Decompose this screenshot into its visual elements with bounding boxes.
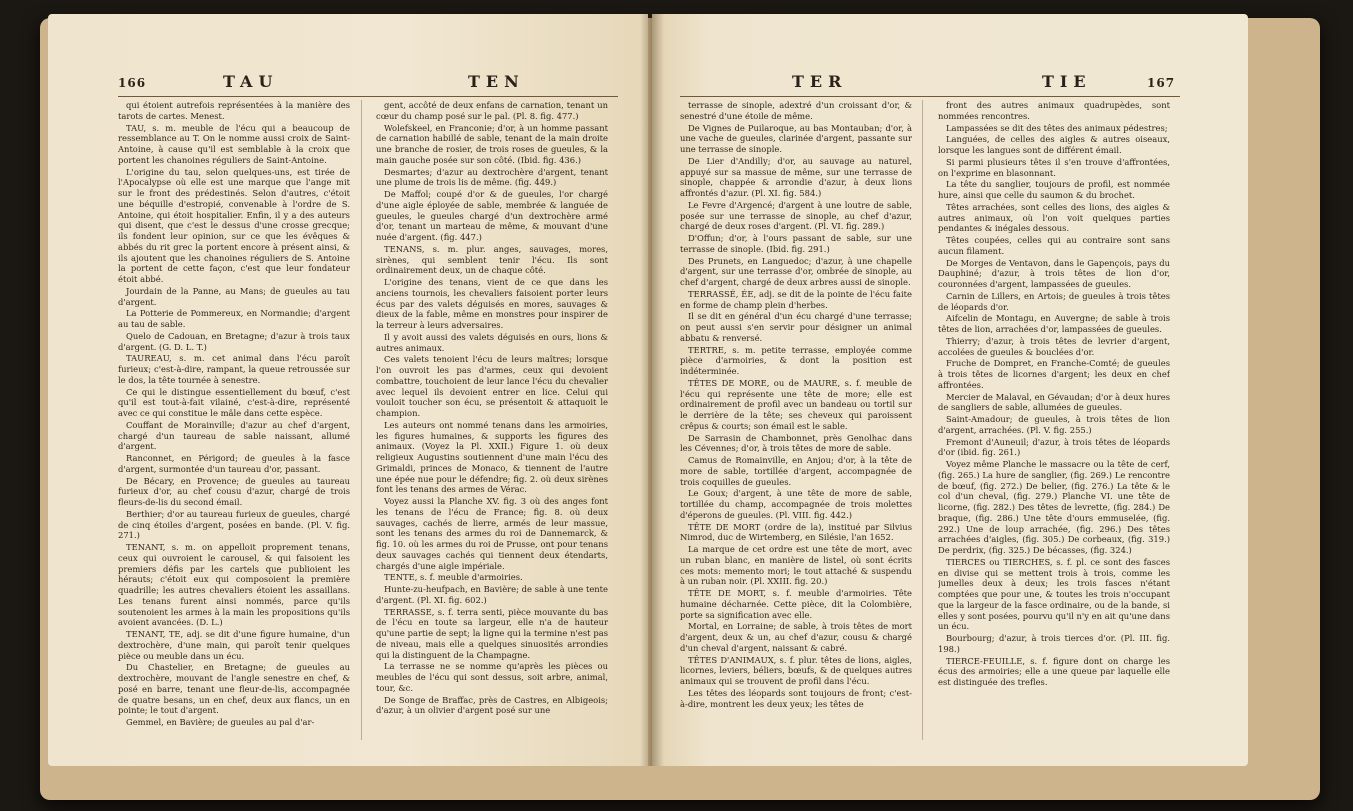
paragraph: Languées, de celles des aigles & autres oiseaux, lorsque les langues sont de différent émail. bbox=[938, 134, 1170, 155]
paragraph: La marque de cet ordre est une tête de mort, avec un ruban blanc, en manière de listel, où sont écrits ces mots: memento mori; le tout attaché & suspendu à un ruban noir. (Pl. XXIII. fig. 20.) bbox=[680, 544, 912, 587]
paragraph: TENANT, TE, adj. se dit d'une figure humaine, d'un dextrochère, d'une main, qui paroît tenir quelques pièce ou meuble dans un écu. bbox=[118, 629, 350, 661]
paragraph: Ce qui le distingue essentiellement du bœuf, c'est qu'il est tout-à-fait vilainé, c'est-à-dire, représenté avec ce qui constitue le mâle dans cette espèce. bbox=[118, 386, 350, 418]
paragraph: Voyez aussi la Planche XV. fig. 3 où des anges font les tenans de l'écu de France; fig. 8. où deux sauvages, cachés de lierre, armés de leur massue, sont les tenans des armes du roi de Dannemarck, & fig. 10. où les armes du roi de Prusse, ont pour tenans deux sauvages cachés qui tiennent deux étendarts, chargés d'une aigle impériale. bbox=[376, 496, 608, 571]
paragraph: TIERCE-FEUILLE, s. f. figure dont on charge les écus des armoiries; elle a une queue par laquelle elle est distinguée des trefles. bbox=[938, 655, 1170, 687]
paragraph: TÊTE DE MORT (ordre de la), institué par Silvius Nimrod, duc de Wirtemberg, en Silésie, l'an 1652. bbox=[680, 521, 912, 543]
paragraph: TERTRE, s. m. petite terrasse, employée comme pièce d'armoiries, & dont la position est indéterminée. bbox=[680, 344, 912, 376]
paragraph: Si parmi plusieurs têtes il s'en trouve d'affrontées, on l'exprime en blasonnant. bbox=[938, 156, 1170, 178]
paragraph: Le Goux; d'argent, à une tête de more de sable, tortillée du champ, accompagnée de trois molettes d'éperons de gueules. (Pl. VIII. fig. 442.) bbox=[680, 488, 912, 520]
paragraph: De Lier d'Andilly; d'or, au sauvage au naturel, appuyé sur sa massue de même, sur une terrasse de sinople, chappée & arrondie d'azur, à deux lions affrontés d'azur. (Pl. XI. fig. 584.) bbox=[680, 155, 912, 198]
right-head-word-1: TER bbox=[792, 72, 848, 91]
left-column-1 bbox=[118, 100, 350, 745]
paragraph: Camus de Romainville, en Anjou; d'or, à la tête de more de sable, tortillée d'argent, accompagnée de trois coquilles de gueules. bbox=[680, 455, 912, 487]
paragraph: TÊTE DE MORT, s. f. meuble d'armoiries. Tête humaine décharnée. Cette pièce, dit la Colombière, porte sa signification avec elle. bbox=[680, 588, 912, 620]
paragraph: Desmartes; d'azur au dextrochère d'argent, tenant une plume de trois lis de même. (fig. 449.) bbox=[376, 166, 608, 188]
left-page-number: 166 bbox=[118, 76, 147, 90]
paragraph: TERRASSÉ, ÉE, adj. se dit de la pointe de l'écu faite en forme de champ plein d'herbes. bbox=[680, 288, 912, 310]
paragraph: La terrasse ne se nomme qu'après les pièces ou meubles de l'écu qui sont dessus, soit arbre, animal, tour, &c. bbox=[376, 661, 608, 693]
paragraph: TÊTES DE MORE, ou de MAURE, s. f. meuble de l'écu qui représente une tête de more; elle est ordinairement de profil avec un bandeau ou tortil sur le derrière de la tête; ses cheveux qui paroissent crêpus & courts; son émail est le sable. bbox=[680, 377, 912, 431]
paragraph: Voyez même Planche le massacre ou la tête de cerf, (fig. 265.) La hure de sanglier, (fig. 269.) Le rencontre de bœuf, (fig. 272.) De belier, (fig. 276.) La tête & le col d'un cheval, (fig. 279.) Planche VI. une tête de licorne, (fig. 282.) Des têtes de levrette, (fig. 284.) De braque, (fig. 286.) Une tête d'ours emmuselée, (fig. 292.) Une de loup arrachée, (fig. 296.) Des têtes arrachées d'aigles, (fig. 305.) De corbeaux, (fig. 319.) De perdrix, (fig. 325.) De bécasses, (fig. 324.) bbox=[938, 459, 1170, 555]
paragraph: La Potterie de Pommereux, en Normandie; d'argent au tau de sable. bbox=[118, 308, 350, 329]
paragraph: Thierry; d'azur, à trois têtes de levrier d'argent, accolées de gueules & bouclées d'or. bbox=[938, 335, 1170, 357]
paragraph: De Morges de Ventavon, dans le Gapençois, pays du Dauphiné; d'azur, à trois têtes de lion d'or, couronnées d'argent, lampassées de gueules. bbox=[938, 257, 1170, 289]
paragraph: Fruche de Dompret, en Franche-Comté; de gueules à trois têtes de licornes d'argent; les deux en chef affrontées. bbox=[938, 358, 1170, 390]
paragraph: TÊTES D'ANIMAUX, s. f. plur. têtes de lions, aigles, licornes, leviers, béliers, bœufs, & de quelques autres animaux qui se trouvent de profil dans l'écu. bbox=[680, 654, 912, 686]
paragraph: Berthier; d'or au taureau furieux de gueules, chargé de cinq étoiles d'argent, posées en bande. (Pl. V. fig. 271.) bbox=[118, 508, 350, 541]
paragraph: Mercier de Malaval, en Gévaudan; d'or à deux hures de sangliers de sable, allumées de gueules. bbox=[938, 391, 1170, 413]
paragraph: Ces valets tenoient l'écu de leurs maîtres; lorsque l'on ouvroit les pas d'armes, ceux qui devoient combattre, touchoient de leur lance l'écu du chevalier avec lequel ils devoient entrer en lice. Celui qui vouloit toucher son écu, se présentoit & attaquoit le champion. bbox=[376, 354, 608, 418]
paragraph: Fremont d'Auneuil; d'azur, à trois têtes de léopards d'or (ibid. fig. 261.) bbox=[938, 436, 1170, 458]
paragraph: Hunte-zu-heufpach, en Bavière; de sable à une tente d'argent. (Pl. XI. fig. 602.) bbox=[376, 584, 608, 605]
paragraph: Du Chastelier, en Bretagne; de gueules au dextrochère, mouvant de l'angle senestre en chef, & posé en barre, tenant une fleur-de-lis, accompagnée de quatre besans, un en chef, deux aux flancs, un en pointe; le tout d'argent. bbox=[118, 662, 350, 716]
right-column-2 bbox=[938, 100, 1170, 745]
paragraph: Têtes arrachées, sont celles des lions, des aigles & autres animaux, où l'on voit quelques parties pendantes & inégales dessous. bbox=[938, 201, 1170, 234]
right-header-rule bbox=[680, 96, 1180, 97]
paragraph: Le Fevre d'Argencé; d'argent à une loutre de sable, posée sur une terrasse de sinople, au chef d'azur, chargé de deux roses d'argent. (Pl. VI. fig. 289.) bbox=[680, 199, 912, 232]
paragraph: Saint-Amadour; de gueules, à trois têtes de lion d'argent, arrachées. (Pl. V. fig. 255.) bbox=[938, 414, 1170, 435]
paragraph: TENANS, s. m. plur. anges, sauvages, mores, sirènes, qui semblent tenir l'écu. Ils sont ordinairement deux, un de chaque côté. bbox=[376, 243, 608, 276]
paragraph: De Songe de Braffac, près de Castres, en Albigeois; d'azur, à un olivier d'argent posé sur une bbox=[376, 694, 608, 716]
paragraph: front des autres animaux quadrupèdes, sont nommées rencontres. bbox=[938, 100, 1170, 121]
paragraph: Têtes coupées, celles qui au contraire sont sans aucun filament. bbox=[938, 235, 1170, 256]
paragraph: D'Offun; d'or, à l'ours passant de sable, sur une terrasse de sinople. (Ibid. fig. 291.) bbox=[680, 233, 912, 254]
right-running-head bbox=[652, 72, 1248, 96]
paragraph: gent, accôté de deux enfans de carnation, tenant un cœur du champ posé sur le pal. (Pl. 8. fig. 477.) bbox=[376, 100, 608, 121]
left-header-rule bbox=[118, 96, 618, 97]
paragraph: Wolefskeel, en Franconie; d'or, à un homme passant de carnation habillé de sable, tenant de la main droite une branche de rosier, de trois roses de gueules, & la main gauche posée sur son côté. (Ibid. fig. 436.) bbox=[376, 122, 608, 165]
paragraph: Ranconnet, en Périgord; de gueules à la fasce d'argent, surmontée d'un taureau d'or, passant. bbox=[118, 453, 350, 474]
book-gutter bbox=[640, 14, 664, 766]
paragraph: Carnin de Lillers, en Artois; de gueules à trois têtes de léopards d'or. bbox=[938, 290, 1170, 312]
right-page-number: 167 bbox=[1147, 76, 1176, 90]
paragraph: Les auteurs ont nommé tenans dans les armoiries, les figures humaines, & supports les figures des animaux. (Voyez la Pl. XXII.) Figure 1. où deux religieux Augustins soutiennent d'une main l'écu des Grimaldi, princes de Monaco, & tiennent de l'autre une épée nue pour le défendre; fig. 2. où deux sirènes font les tenans des armes de Vérac. bbox=[376, 419, 608, 495]
paragraph: Bourbourg; d'azur, à trois tierces d'or. (Pl. III. fig. 198.) bbox=[938, 633, 1170, 654]
left-page bbox=[48, 14, 648, 766]
left-running-head bbox=[48, 72, 648, 96]
paragraph: Gemmel, en Bavière; de gueules au pal d'ar- bbox=[126, 717, 315, 727]
left-column-2 bbox=[376, 100, 608, 745]
right-head-word-2: TIE bbox=[1042, 72, 1092, 91]
left-head-word-2: TEN bbox=[468, 72, 525, 91]
paragraph: La tête du sanglier, toujours de profil, est nommée hure, ainsi que celle du saumon & du brochet. bbox=[938, 179, 1170, 200]
left-head-word-1: TAU bbox=[223, 72, 279, 91]
left-column-divider bbox=[361, 100, 362, 740]
paragraph: Des Prunets, en Languedoc; d'azur, à une chapelle d'argent, sur une terrasse d'or, ombrée de sinople, au chef d'argent, chargé de deux arbres aussi de sinople. bbox=[680, 255, 912, 287]
paragraph: Il y avoit aussi des valets déguisés en ours, lions & autres animaux. bbox=[376, 331, 608, 353]
paragraph: TENANT, s. m. on appelloit proprement tenans, ceux qui ouvroient le carousel, & qui faisoient les premiers défis par les cartels que publioient les hérauts; c'étoit eux qui composoient la première quadrille; les autres chevaliers étoient les assaillans. Les tenans furent ainsi nommés, parce qu'ils soutenoient les armes à la main les propositions qu'ils avoient avancées. (D. L.) bbox=[118, 542, 350, 628]
right-column-divider bbox=[922, 100, 923, 740]
paragraph: De Maffol; coupé d'or & de gueules, l'or chargé d'une aigle éployée de sable, membrée & languée de gueules, le gueules chargé d'un dextrochère armé d'or, tenant un marteau de même, & mouvant d'une nuée d'argent. (fig. 447.) bbox=[376, 189, 608, 242]
paragraph: TERRASSE, s. f. terra senti, pièce mouvante du bas de l'écu en toute sa largeur, elle n'a de hauteur qu'une partie de sept; la ligne qui la termine n'est pas de niveau, mais elle a quelques sinuosités arrondies qui la distinguent de la Champagne. bbox=[376, 606, 608, 660]
paragraph: qui étoient autrefois représentées à la manière des tarots de cartes. Menest. bbox=[118, 100, 350, 121]
paragraph: Jourdain de la Panne, au Mans; de gueules au tau d'argent. bbox=[118, 285, 350, 307]
paragraph: TAUREAU, s. m. cet animal dans l'écu paroît furieux; c'est-à-dire, rampant, la queue retroussée sur le dos, la tête tournée à senestre. bbox=[118, 353, 350, 385]
paragraph: De Sarrasin de Chambonnet, près Genolhac dans les Cévennes; d'or, à trois têtes de more de sable. bbox=[680, 432, 912, 454]
paragraph: TENTE, s. f. meuble d'armoiries. bbox=[384, 572, 523, 583]
paragraph: Aifcelin de Montagu, en Auvergne; de sable à trois têtes de lion, arrachées d'or, lampassées de gueules. bbox=[938, 313, 1170, 334]
paragraph: Lampassées se dit des têtes des animaux pédestres; bbox=[946, 122, 1168, 133]
paragraph: De Vignes de Puilaroque, au bas Montauban; d'or, à une vache de gueules, clarinée d'argent, passante sur une terrasse de sinople. bbox=[680, 122, 912, 154]
paragraph: L'origine du tau, selon quelques-uns, est tirée de l'Apocalypse où elle est une marque que l'ange mit sur le front des prédestinés. Selon d'autres, c'étoit une béquille d'estropié, convenable à l'ordre de S. Antoine, qui étoit hospitalier. Enfin, il y a des auteurs qui disent, que c'est le dessus d'une crosse grecque; ils fondent leur opinion, sur ce que les évêques & abbés du rit grec la portent encore à présent ainsi, & ils ajoutent que les chanoines réguliers de S. Antoine la portent de cette façon, c'est que leur fondateur étoit abbé. bbox=[118, 166, 350, 284]
paragraph: Les têtes des léopards sont toujours de front; c'est-à-dire, montrent les deux yeux; les têtes de bbox=[680, 687, 912, 709]
paragraph: terrasse de sinople, adextré d'un croissant d'or, & senestré d'une étoile de même. bbox=[680, 100, 912, 121]
paragraph: De Bécary, en Provence; de gueules au taureau furieux d'or, au chef cousu d'azur, chargé de trois fleurs-de-lis du second émail. bbox=[118, 475, 350, 507]
paragraph: TIERCES ou TIERCHES, s. f. pl. ce sont des fasces en divise qui se mettent trois à trois, comme les jumelles deux à deux; les trois fasces n'étant comptées que pour une, & toutes les trois n'occupant que la largeur de la fasce ordinaire, ou de la bande, si elles y sont posées, pourvu qu'il n'y en ait qu'une dans un écu. bbox=[938, 556, 1170, 632]
paragraph: TAU, s. m. meuble de l'écu qui a beaucoup de ressemblance au T. On le nomme aussi croix de Saint-Antoine, à cause qu'il est semblable à la croix que portent les chanoines réguliers de Saint-Antoine. bbox=[118, 122, 350, 165]
paragraph: Quelo de Cadouan, en Bretagne; d'azur à trois taux d'argent. (G. D. L. T.) bbox=[118, 330, 350, 352]
right-column-1 bbox=[680, 100, 912, 745]
paragraph: L'origine des tenans, vient de ce que dans les anciens tournois, les chevaliers faisoient porter leurs écus par des valets déguisés en mores, sauvages & dieux de la fable, même en monstres pour inspirer de la terreur à leurs adversaires. bbox=[376, 277, 608, 330]
paragraph: Il se dit en général d'un écu chargé d'une terrasse; on peut aussi s'en servir pour désigner un animal abbatu & renversé. bbox=[680, 311, 912, 343]
right-page bbox=[652, 14, 1248, 766]
paragraph: Mortal, en Lorraine; de sable, à trois têtes de mort d'argent, deux & un, au chef d'azur, cousu & chargé d'un cheval d'argent, naissant & cabré. bbox=[680, 621, 912, 653]
paragraph: Couffant de Morainville; d'azur au chef d'argent, chargé d'un taureau de sable naissant, allumé d'argent. bbox=[118, 419, 350, 452]
